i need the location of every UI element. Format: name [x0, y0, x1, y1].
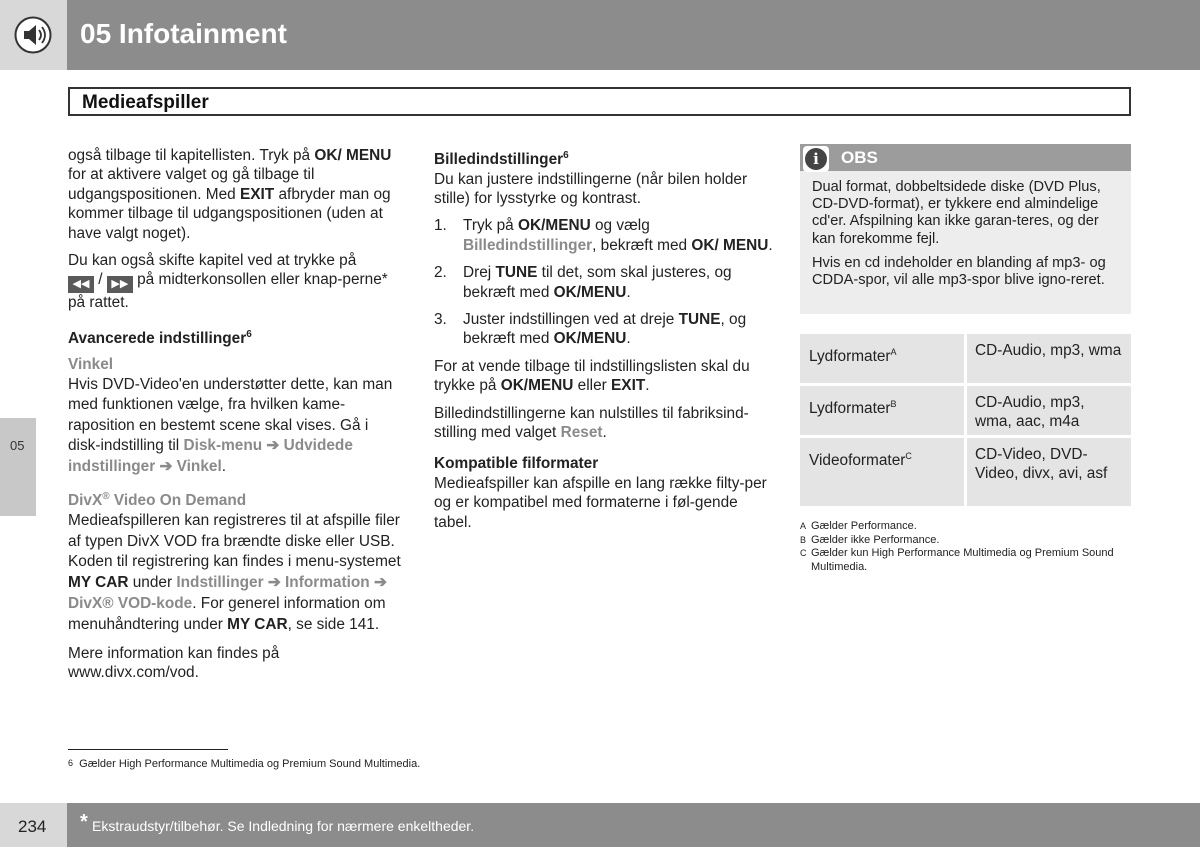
paragraph-picture-settings: Du kan justere indstillingerne (når bilen holder stille) for lysstyrke og kontrast.: [434, 170, 748, 207]
note-header: [800, 144, 1131, 171]
format-value: CD-Audio, mp3, wma: [975, 342, 1122, 359]
note-paragraph: Hvis en cd indeholder en blanding af mp3- og CDDA-spor, vil alle mp3-spor blive igno-reret.: [812, 254, 1106, 289]
next-track-icon: ▶▶: [107, 276, 133, 293]
side-tab-label: 05: [10, 438, 25, 453]
footer-text: Ekstraudstyr/tilbehør. Se Indledning for nærmere enkeltheder.: [92, 818, 475, 834]
heading-angle: Vinkel: [68, 356, 114, 374]
table-row: [800, 438, 1131, 509]
previous-track-icon: ◀◀: [68, 276, 94, 293]
speaker-icon: [14, 16, 52, 54]
page-number-box: [0, 803, 67, 847]
section-title: Medieafspiller: [82, 92, 209, 113]
paragraph-intro: også tilbage til kapitellisten. Tryk på OK/ MENU for at aktivere valget og gå tilbage til udgangspositionen. Med EXIT afbryder man og kommer tilbage til udgangspositionen (uden at have valgt noget).: [68, 147, 392, 242]
page-number: 234: [18, 817, 47, 836]
note-box: [800, 144, 1131, 314]
column-2: [434, 146, 774, 540]
note-label: OBS: [841, 148, 878, 167]
chapter-side-tab: [0, 418, 36, 516]
heading-picture-settings: Billedindstillinger$^6$: [434, 150, 569, 169]
chapter-title: 05 Infotainment: [80, 18, 287, 49]
paragraph-divx: Medieafspilleren kan registreres til at afspille filer af typen DivX VOD fra brændte diske eller USB. Koden til registrering kan findes i menu-systemet MY CAR under Indstillinger ➔ Information ➔ DivX® VOD-kode. For generel information om menuhåndtering under MY CAR, se side 141.: [68, 511, 401, 633]
step-item: 1. Tryk på OK/MENU og vælg Billedindstillinger, bekræft med OK/ MENU.: [434, 217, 773, 254]
table-footnotes: [800, 520, 1131, 574]
table-footnote: B Gælder ikke Performance.: [800, 533, 940, 546]
heading-advanced-settings: Avancerede indstillinger$^6$: [68, 328, 252, 347]
footnote: 6 Gælder High Performance Multimedia og Premium Sound Multimedia.: [68, 758, 421, 770]
paragraph-angle: Hvis DVD-Video'en understøtter dette, kan man med funktionen vælge, fra hvilken kame-raposition en bestemt scene skal vises. Gå i disk-indstilling til Disk-menu ➔ Udvidede indstillinger ➔ Vinkel.: [68, 375, 393, 475]
info-icon: i: [803, 146, 829, 172]
formats-table: [800, 334, 1131, 509]
steps-list: [434, 216, 774, 348]
table-row: [800, 386, 1131, 438]
format-value: CD-Video, DVD-Video, divx, avi, asf: [975, 446, 1108, 483]
format-label: Lydformater$^B$: [809, 399, 897, 418]
paragraph-more-info: Mere information kan findes på www.divx.com/vod.: [68, 644, 280, 681]
note-body: [812, 179, 1124, 296]
note-paragraph: Dual format, dobbeltsidede diske (DVD Plus, CD-DVD-format), er tykkere end almindelige cd'er. Afspilning kan ikke garan-teres, og der kan forekomme fejl.: [812, 179, 1101, 247]
step-item: 2. Drej TUNE til det, som skal justeres, og bekræft med OK/MENU.: [434, 264, 732, 301]
paragraph-return: For at vende tilbage til indstillingslisten skal du trykke på OK/MENU eller EXIT.: [434, 357, 750, 395]
format-label: Videoformater$^C$: [809, 451, 912, 470]
step-item: 3. Juster indstillingen ved at dreje TUNE, og bekræft med OK/MENU.: [434, 310, 747, 348]
table-footnote: C Gælder kun High Performance Multimedia og Premium Sound Multimedia.: [800, 547, 1114, 573]
heading-divx-vod: DivX® Video On Demand: [68, 491, 247, 510]
format-label: Lydformater$^A$: [809, 347, 897, 366]
table-row: [800, 334, 1131, 386]
paragraph-compatible-formats: Medieafspiller kan afspille en lang række filty-per og er kompatibel med formaterne i føl-gende tabel.: [434, 474, 767, 531]
header-icon-box: [0, 0, 67, 70]
table-footnote: A Gælder Performance.: [800, 520, 917, 532]
heading-compatible-formats: Kompatible filformater: [434, 455, 599, 473]
paragraph-reset: Billedindstillingerne kan nulstilles til fabriksind-stilling med valget Reset.: [434, 404, 749, 441]
format-value: CD-Audio, mp3, wma, aac, m4a: [975, 394, 1085, 431]
column-1: [68, 146, 404, 690]
section-header: [68, 87, 1131, 116]
paragraph-chapter-skip: Du kan også skifte kapitel ved at trykke på ◀◀ / ▶▶ på midterkonsollen eller knap-perne* på rattet.: [68, 252, 388, 312]
accessory-star: *: [80, 811, 88, 833]
footnote-rule: [68, 749, 228, 750]
